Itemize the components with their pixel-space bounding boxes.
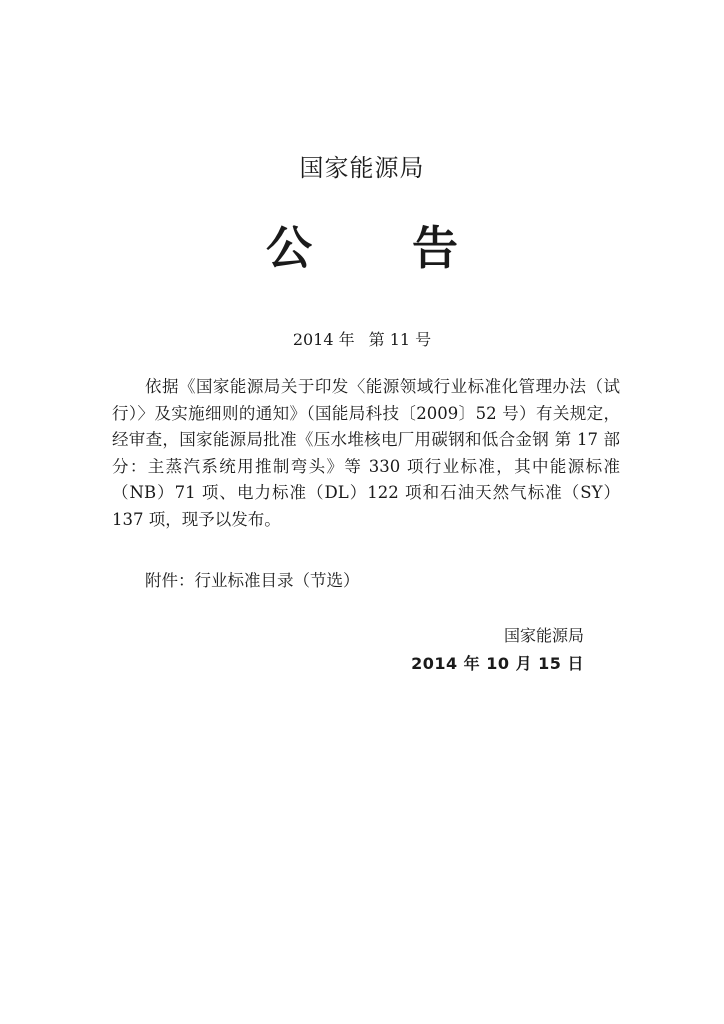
doc-issue-number: 第 11 号 — [368, 330, 432, 349]
signature-org: 国家能源局 — [503, 626, 584, 645]
attachment-line: 附件：行业标准目录（节选） — [145, 571, 360, 590]
body-paragraph: 依据《国家能源局关于印发〈能源领域行业标准化管理办法（试行）〉及实施细则的通知》（国能局科技〔2009〕52 号）有关规定，经审查，国家能源局批准《压水堆核电厂用碳钢和低合金钢 第 17 部分：主蒸汽系统用推制弯头》等 330 项行业标准，其中能源标准（NB）71 项、电力标准（DL）122 项和石油天然气标准（SY）137 项，现予以发布。 — [112, 377, 620, 529]
signature-date: 2014 年 10 月 15 日 — [411, 654, 584, 673]
doc-year: 2014 年 — [292, 330, 355, 349]
document-number — [0, 327, 724, 350]
document-title — [0, 212, 724, 278]
title-char-1: 公 — [266, 221, 312, 275]
signature-block — [411, 622, 584, 678]
title-char-2: 告 — [412, 221, 458, 275]
issuer-heading: 国家能源局 — [299, 154, 425, 182]
